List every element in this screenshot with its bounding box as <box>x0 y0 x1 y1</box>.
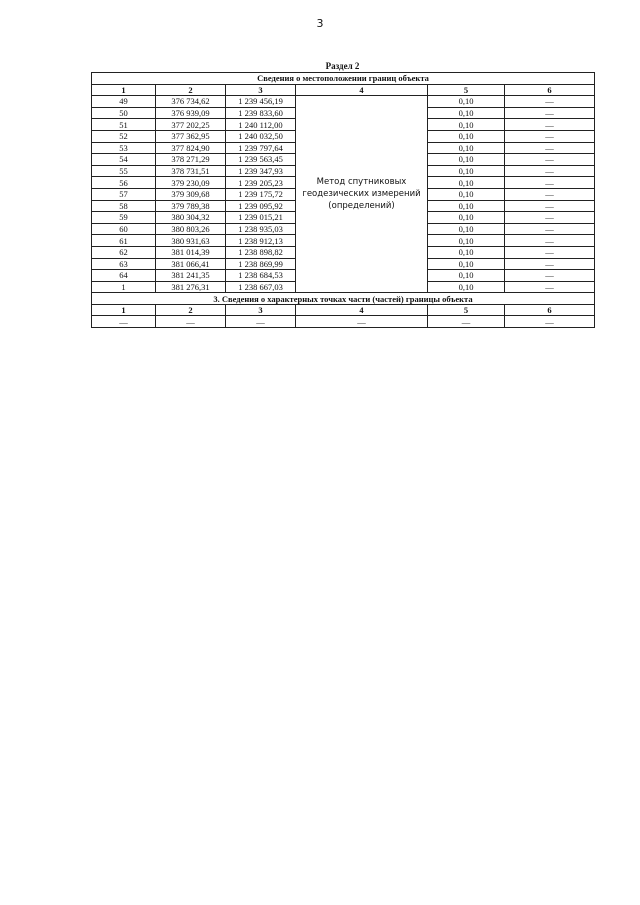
x-coordinate-cell: 380 803,26 <box>156 223 226 235</box>
point-number-cell: 64 <box>92 270 156 282</box>
y-coordinate-cell: 1 239 205,23 <box>226 177 296 189</box>
point-number-cell: 57 <box>92 188 156 200</box>
empty-value-cell: — <box>156 316 226 328</box>
page-number: 3 <box>316 17 324 30</box>
section-3-column-number-row <box>92 304 595 316</box>
accuracy-cell: 0,10 <box>428 258 505 270</box>
point-number-cell: 58 <box>92 200 156 212</box>
x-coordinate-cell: 379 309,68 <box>156 188 226 200</box>
section-3-header: 3. Сведения о характерных точках части (частей) границы объекта <box>92 293 595 305</box>
accuracy-cell: 0,10 <box>428 165 505 177</box>
description-cell: — <box>505 212 595 224</box>
y-coordinate-cell: 1 239 833,60 <box>226 107 296 119</box>
y-coordinate-cell: 1 240 032,50 <box>226 130 296 142</box>
x-coordinate-cell: 377 362,95 <box>156 130 226 142</box>
column-number: 3 <box>226 304 296 316</box>
x-coordinate-cell: 378 271,29 <box>156 154 226 166</box>
description-cell: — <box>505 165 595 177</box>
point-number-cell: 54 <box>92 154 156 166</box>
column-number-row <box>92 84 595 96</box>
accuracy-cell: 0,10 <box>428 107 505 119</box>
description-cell: — <box>505 258 595 270</box>
empty-value-cell: — <box>505 316 595 328</box>
accuracy-cell: 0,10 <box>428 142 505 154</box>
point-number-cell: 53 <box>92 142 156 154</box>
point-number-cell: 52 <box>92 130 156 142</box>
column-number: 4 <box>296 304 428 316</box>
y-coordinate-cell: 1 238 684,53 <box>226 270 296 282</box>
description-cell: — <box>505 154 595 166</box>
x-coordinate-cell: 377 824,90 <box>156 142 226 154</box>
accuracy-cell: 0,10 <box>428 119 505 131</box>
x-coordinate-cell: 380 931,63 <box>156 235 226 247</box>
point-number-cell: 59 <box>92 212 156 224</box>
point-number-cell: 60 <box>92 223 156 235</box>
y-coordinate-cell: 1 238 667,03 <box>226 281 296 293</box>
column-number: 2 <box>156 84 226 96</box>
y-coordinate-cell: 1 238 912,13 <box>226 235 296 247</box>
column-number: 6 <box>505 304 595 316</box>
accuracy-cell: 0,10 <box>428 270 505 282</box>
section-title: Раздел 2 <box>325 61 360 71</box>
x-coordinate-cell: 381 276,31 <box>156 281 226 293</box>
x-coordinate-cell: 376 734,62 <box>156 96 226 108</box>
y-coordinate-cell: 1 239 095,92 <box>226 200 296 212</box>
column-number: 1 <box>92 84 156 96</box>
description-cell: — <box>505 130 595 142</box>
empty-value-cell: — <box>296 316 428 328</box>
x-coordinate-cell: 377 202,25 <box>156 119 226 131</box>
section-3-data-row <box>92 316 595 328</box>
y-coordinate-cell: 1 238 935,03 <box>226 223 296 235</box>
table-row <box>92 96 595 108</box>
description-cell: — <box>505 246 595 258</box>
point-number-cell: 55 <box>92 165 156 177</box>
accuracy-cell: 0,10 <box>428 154 505 166</box>
section-3-header-row <box>92 293 595 305</box>
accuracy-cell: 0,10 <box>428 212 505 224</box>
x-coordinate-cell: 378 731,51 <box>156 165 226 177</box>
accuracy-cell: 0,10 <box>428 130 505 142</box>
y-coordinate-cell: 1 239 797,64 <box>226 142 296 154</box>
x-coordinate-cell: 379 230,09 <box>156 177 226 189</box>
point-number-cell: 56 <box>92 177 156 189</box>
description-cell: — <box>505 200 595 212</box>
description-cell: — <box>505 119 595 131</box>
description-cell: — <box>505 142 595 154</box>
boundary-coordinates-table <box>91 72 595 328</box>
accuracy-cell: 0,10 <box>428 246 505 258</box>
description-cell: — <box>505 177 595 189</box>
x-coordinate-cell: 381 014,39 <box>156 246 226 258</box>
y-coordinate-cell: 1 239 563,45 <box>226 154 296 166</box>
accuracy-cell: 0,10 <box>428 96 505 108</box>
point-number-cell: 63 <box>92 258 156 270</box>
y-coordinate-cell: 1 239 347,93 <box>226 165 296 177</box>
y-coordinate-cell: 1 239 456,19 <box>226 96 296 108</box>
point-number-cell: 62 <box>92 246 156 258</box>
x-coordinate-cell: 380 304,32 <box>156 212 226 224</box>
empty-value-cell: — <box>428 316 505 328</box>
point-number-cell: 1 <box>92 281 156 293</box>
description-cell: — <box>505 281 595 293</box>
y-coordinate-cell: 1 239 175,72 <box>226 188 296 200</box>
description-cell: — <box>505 235 595 247</box>
column-number: 4 <box>296 84 428 96</box>
y-coordinate-cell: 1 238 898,82 <box>226 246 296 258</box>
section-1-header-row <box>92 73 595 85</box>
description-cell: — <box>505 188 595 200</box>
column-number: 2 <box>156 304 226 316</box>
description-cell: — <box>505 96 595 108</box>
x-coordinate-cell: 381 241,35 <box>156 270 226 282</box>
empty-value-cell: — <box>92 316 156 328</box>
description-cell: — <box>505 107 595 119</box>
column-number: 3 <box>226 84 296 96</box>
point-number-cell: 50 <box>92 107 156 119</box>
empty-value-cell: — <box>226 316 296 328</box>
description-cell: — <box>505 223 595 235</box>
x-coordinate-cell: 376 939,09 <box>156 107 226 119</box>
accuracy-cell: 0,10 <box>428 235 505 247</box>
accuracy-cell: 0,10 <box>428 177 505 189</box>
column-number: 5 <box>428 304 505 316</box>
y-coordinate-cell: 1 239 015,21 <box>226 212 296 224</box>
section-1-header: Сведения о местоположении границ объекта <box>92 73 595 85</box>
accuracy-cell: 0,10 <box>428 200 505 212</box>
column-number: 1 <box>92 304 156 316</box>
y-coordinate-cell: 1 240 112,00 <box>226 119 296 131</box>
point-number-cell: 49 <box>92 96 156 108</box>
method-cell: Метод спутниковых геодезических измерений (определений) <box>296 96 428 293</box>
description-cell: — <box>505 270 595 282</box>
point-number-cell: 51 <box>92 119 156 131</box>
column-number: 6 <box>505 84 595 96</box>
accuracy-cell: 0,10 <box>428 281 505 293</box>
y-coordinate-cell: 1 238 869,99 <box>226 258 296 270</box>
accuracy-cell: 0,10 <box>428 188 505 200</box>
point-number-cell: 61 <box>92 235 156 247</box>
column-number: 5 <box>428 84 505 96</box>
x-coordinate-cell: 381 066,41 <box>156 258 226 270</box>
x-coordinate-cell: 379 789,38 <box>156 200 226 212</box>
accuracy-cell: 0,10 <box>428 223 505 235</box>
